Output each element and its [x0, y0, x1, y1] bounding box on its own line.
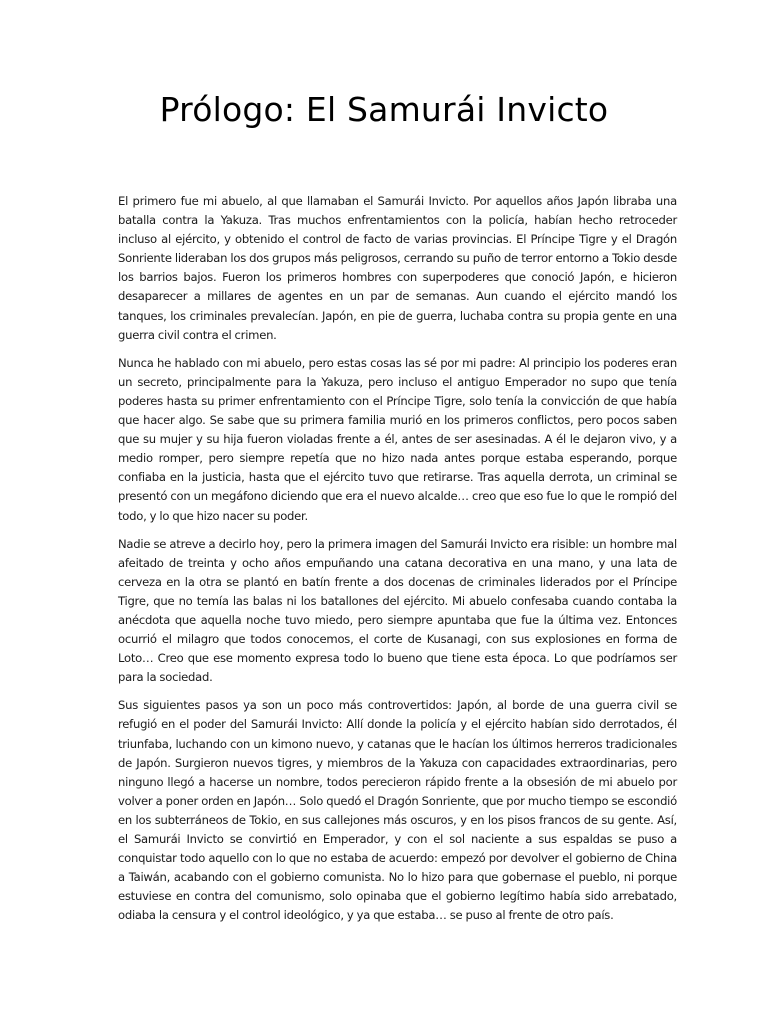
document-body: [118, 192, 677, 934]
document-title: Prólogo: El Samurái Invicto: [159, 90, 609, 129]
paragraph-4: Sus siguientes pasos ya son un poco más controvertidos: Japón, al borde de una guerra civil se refugió en el poder del Samurái Invicto: Allí donde la policía y el ejército habían sido derrotados, él triunfaba, luchando con un kimono nuevo, y catanas que le hacían los últimos herreros tradicionales de Japón. Surgieron nuevos tigres, y miembros de la Yakuza con capacidades extraordinarias, pero ninguno llegó a hacerse un nombre, todos perecieron rápido frente a la obsesión de mi abuelo por volver a poner orden en Japón… Solo quedó el Dragón Sonriente, que por mucho tiempo se escondió en los subterráneos de Tokio, en sus callejones más oscuros, y en los pisos francos de su gente. Así, el Samurái Invicto se convirtió en Emperador, y con el sol naciente a sus espaldas se puso a conquistar todo aquello con lo que no estaba de acuerdo: empezó por devolver el gobierno de China a Taiwán, acabando con el gobierno comunista. No lo hizo para que gobernase el pueblo, ni porque estuviese en contra del comunismo, solo opinaba que el gobierno legítimo había sido arrebatado, odiaba la censura y el control ideológico, y ya que estaba… se puso al frente de otro país.: [118, 698, 677, 923]
paragraph-1: El primero fue mi abuelo, al que llamaban el Samurái Invicto. Por aquellos años Japón libraba una batalla contra la Yakuza. Tras muchos enfrentamientos con la policía, habían hecho retroceder incluso al ejército, y obtenido el control de facto de varias provincias. El Príncipe Tigre y el Dragón Sonriente lideraban los dos grupos más peligrosos, cerrando su puño de terror entorno a Tokio desde los barrios bajos. Fueron los primeros hombres con superpoderes que conoció Japón, e hicieron desaparecer a millares de agentes en un par de semanas. Aun cuando el ejército mandó los tanques, los criminales prevalecían. Japón, en pie de guerra, luchaba contra su propia gente en una guerra civil contra el crimen.: [118, 194, 677, 342]
paragraph-2: Nunca he hablado con mi abuelo, pero estas cosas las sé por mi padre: Al principio los poderes eran un secreto, principalmente para la Yakuza, pero incluso el antiguo Emperador no supo que tenía poderes hasta su primer enfrentamiento con el Príncipe Tigre, solo tenía la convicción de que había que hacer algo. Se sabe que su primera familia murió en los primeros conflictos, pero pocos saben que su mujer y su hija fueron violadas frente a él, antes de ser asesinadas. A él le dejaron vivo, y a medio romper, pero siempre repetía que no hizo nada antes porque estaba esperando, porque confiaba en la justicia, hasta que el ejército tuvo que retirarse. Tras aquella derrota, un criminal se presentó con un megáfono diciendo que era el nuevo alcalde… creo que eso fue lo que le rompió del todo, y lo que hizo nacer su poder.: [118, 355, 677, 523]
paragraph-3: Nadie se atreve a decirlo hoy, pero la primera imagen del Samurái Invicto era risible: un hombre mal afeitado de treinta y ocho años empuñando una catana decorativa en una mano, y una lata de cerveza en la otra se plantó en batín frente a dos docenas de criminales liderados por el Príncipe Tigre, que no temía las balas ni los batallones del ejército. Mi abuelo confesaba cuando contaba la anécdota que aquella noche tuvo miedo, pero siempre apuntaba que fue la última vez. Entonces ocurrió el milagro que todos conocemos, el corte de Kusanagi, con sus explosiones en forma de Loto… Creo que ese momento expresa todo lo bueno que tiene esta época. Lo que podríamos ser para la sociedad.: [118, 536, 677, 685]
